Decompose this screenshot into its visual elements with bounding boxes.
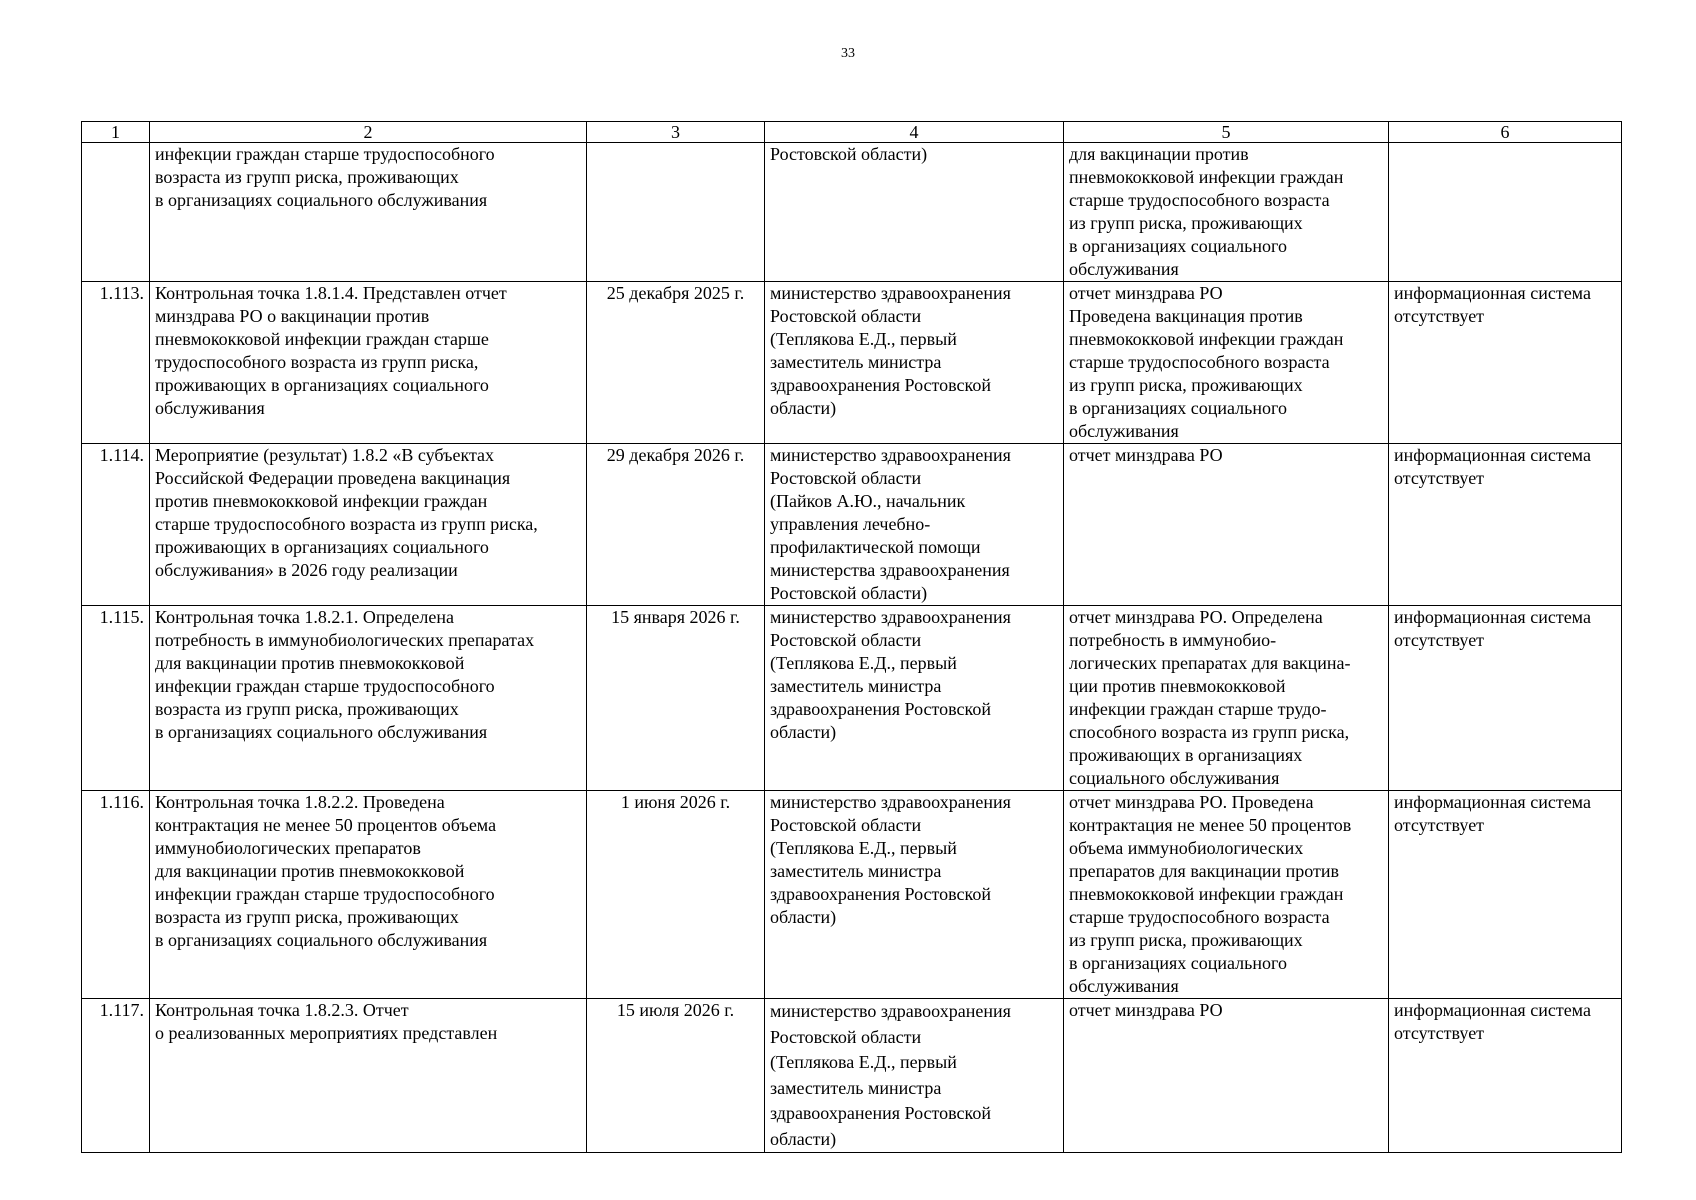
deadline-cell: 1 июня 2026 г. [587,791,765,999]
column-header-2: 2 [150,122,587,143]
table-row [82,143,1622,282]
info-system-cell: информационная система отсутствует [1389,606,1622,791]
table-row [82,999,1622,1153]
column-header-4: 4 [765,122,1064,143]
deadline-cell: 25 декабря 2025 г. [587,282,765,444]
event-cell: Контрольная точка 1.8.2.2. Проведена контрактация не менее 50 процентов объема иммунобиологических препаратов для вакцинации против пневмококковой инфекции граждан старше трудоспособного возраста из групп риска, проживающих в организациях социального обслуживания [150,791,587,999]
info-system-cell: информационная система отсутствует [1389,282,1622,444]
column-header-row [82,122,1622,143]
responsible-cell: министерство здравоохранения Ростовской области (Теплякова Е.Д., первый заместитель министра здравоохранения Ростовской области) [765,282,1064,444]
responsible-cell: Ростовской области) [765,143,1064,282]
table-row [82,791,1622,999]
column-header-3: 3 [587,122,765,143]
event-cell: Контрольная точка 1.8.2.1. Определена потребность в иммунобиологических препаратах для вакцинации против пневмококковой инфекции граждан старше трудоспособного возраста из групп риска, проживающих в организациях социального обслуживания [150,606,587,791]
result-cell: отчет минздрава РО [1064,444,1389,606]
row-number-cell: 1.117. [82,999,150,1153]
responsible-cell: министерство здравоохранения Ростовской области (Теплякова Е.Д., первый заместитель министра здравоохранения Ростовской области) [765,791,1064,999]
result-cell: отчет минздрава РО [1064,999,1389,1153]
column-header-6: 6 [1389,122,1622,143]
row-number-cell [82,143,150,282]
responsible-cell: министерство здравоохранения Ростовской области (Теплякова Е.Д., первый заместитель министра здравоохранения Ростовской области) [765,999,1064,1153]
info-system-cell: информационная система отсутствует [1389,791,1622,999]
table-row [82,282,1622,444]
row-number-cell: 1.113. [82,282,150,444]
row-number-cell: 1.115. [82,606,150,791]
result-cell: отчет минздрава РО. Проведена контрактация не менее 50 процентов объема иммунобиологических препаратов для вакцинации против пневмококковой инфекции граждан старше трудоспособного возраста из групп риска, проживающих в организациях социального обслуживания [1064,791,1389,999]
column-header-1: 1 [82,122,150,143]
responsible-cell: министерство здравоохранения Ростовской области (Пайков А.Ю., начальник управления лечебно- профилактической помощи министерства здравоохранения Ростовской области) [765,444,1064,606]
event-cell: инфекции граждан старше трудоспособного возраста из групп риска, проживающих в организациях социального обслуживания [150,143,587,282]
info-system-cell: информационная система отсутствует [1389,999,1622,1153]
deadline-cell: 15 января 2026 г. [587,606,765,791]
result-cell: отчет минздрава РО. Определена потребность в иммунобио- логических препаратах для вакцина- ции против пневмококковой инфекции граждан старше трудо- способного возраста из групп риска, проживающих в организациях социального обслуживания [1064,606,1389,791]
info-system-cell: информационная система отсутствует [1389,444,1622,606]
table-row [82,606,1622,791]
deadline-cell [587,143,765,282]
page-number: 33 [841,46,855,61]
row-number-cell: 1.116. [82,791,150,999]
row-number-cell: 1.114. [82,444,150,606]
event-cell: Контрольная точка 1.8.2.3. Отчет о реализованных мероприятиях представлен [150,999,587,1153]
event-cell: Мероприятие (результат) 1.8.2 «В субъектах Российской Федерации проведена вакцинация против пневмококковой инфекции граждан старше трудоспособного возраста из групп риска, проживающих в организациях социального обслуживания» в 2026 году реализации [150,444,587,606]
info-system-cell [1389,143,1622,282]
table-row [82,444,1622,606]
column-header-5: 5 [1064,122,1389,143]
activity-table [81,121,1622,1153]
deadline-cell: 29 декабря 2026 г. [587,444,765,606]
responsible-cell: министерство здравоохранения Ростовской области (Теплякова Е.Д., первый заместитель министра здравоохранения Ростовской области) [765,606,1064,791]
result-cell: отчет минздрава РО Проведена вакцинация против пневмококковой инфекции граждан старше трудоспособного возраста из групп риска, проживающих в организациях социального обслуживания [1064,282,1389,444]
event-cell: Контрольная точка 1.8.1.4. Представлен отчет минздрава РО о вакцинации против пневмококковой инфекции граждан старше трудоспособного возраста из групп риска, проживающих в организациях социального обслуживания [150,282,587,444]
result-cell: для вакцинации против пневмококковой инфекции граждан старше трудоспособного возраста из групп риска, проживающих в организациях социального обслуживания [1064,143,1389,282]
deadline-cell: 15 июля 2026 г. [587,999,765,1153]
